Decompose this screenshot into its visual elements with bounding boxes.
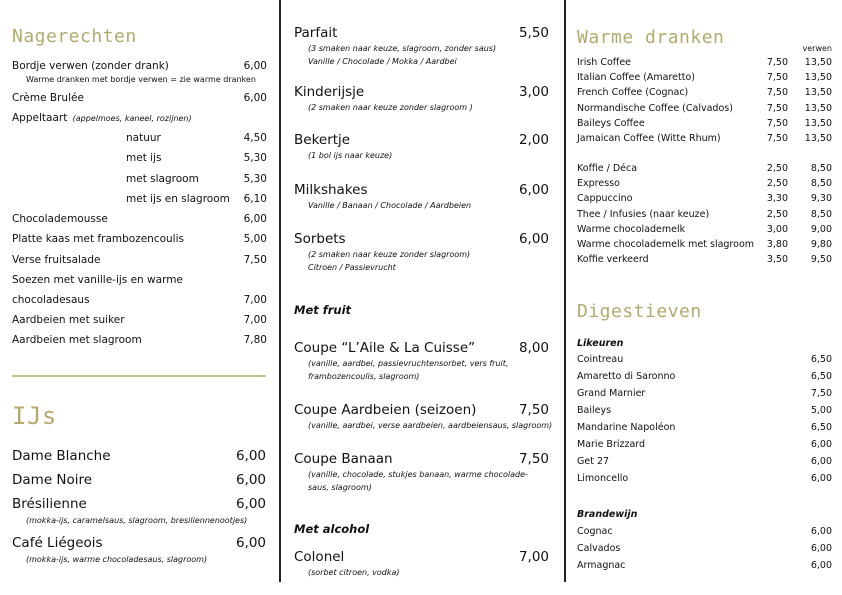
- item-label: Crème Brulée: [12, 92, 84, 104]
- item-price-verwen: 13,50: [804, 72, 832, 84]
- item-note: (2 smaken naar keuze zonder slagroom ): [308, 103, 473, 112]
- item-price-verwen: 8,50: [810, 208, 832, 220]
- item-price: 6,00: [810, 543, 832, 554]
- item-price: 5,50: [518, 25, 549, 41]
- menu-item-appeltaart: [12, 112, 267, 126]
- item-price: 6,00: [518, 231, 549, 247]
- warme-dranken-title: Warme dranken: [577, 27, 725, 48]
- item-note-2: saus, slagroom): [308, 483, 372, 492]
- drink-item: [577, 371, 832, 385]
- item-label: Verse fruitsalade: [12, 253, 101, 266]
- drink-item: [577, 239, 832, 253]
- item-price: 7,80: [243, 334, 267, 347]
- item-price: 7,50: [518, 402, 549, 418]
- item-label: Aardbeien met slagroom: [12, 334, 142, 347]
- menu-item: [12, 213, 267, 229]
- item-price: 5,00: [810, 405, 832, 416]
- drink-item: [577, 178, 832, 192]
- met-alcohol-heading: Met alcohol: [294, 522, 370, 536]
- item-label: Brésilienne: [12, 496, 87, 512]
- item-label: Limoncello: [577, 473, 629, 484]
- item-label: Grand Marnier: [577, 388, 646, 399]
- item-note: Warme dranken met bordje verwen = zie warme dranken: [26, 75, 256, 84]
- item-note-2: frambozencoulis, slagroom): [308, 372, 420, 381]
- drink-item: [577, 388, 832, 402]
- verwen-column-header: verwen: [802, 44, 832, 53]
- met-fruit-heading: Met fruit: [294, 303, 352, 317]
- menu-item: [12, 314, 267, 330]
- item-note: (vanille, chocolade, stukjes banaan, warme chocolade-: [308, 470, 528, 479]
- item-price: 5,30: [243, 172, 267, 185]
- appeltaart-option: [126, 193, 267, 209]
- menu-item-kinderijsje: [294, 84, 549, 100]
- item-price: 4,50: [243, 132, 267, 144]
- drink-item: [577, 224, 832, 238]
- item-label: Sorbets: [294, 231, 346, 247]
- item-note: (3 smaken naar keuze, slagroom, zonder saus): [308, 44, 497, 53]
- item-price: 6,00: [235, 472, 266, 488]
- ijs-item: [12, 496, 266, 512]
- menu-item: [12, 254, 267, 270]
- item-note: (mokka-ijs, caramelsaus, slagroom, bresiliennenootjes): [26, 516, 248, 525]
- item-price: 8,00: [518, 340, 549, 356]
- item-label: Thee / Infusies (naar keuze): [577, 208, 710, 220]
- right-column: [577, 0, 832, 595]
- item-label: Dame Noire: [12, 472, 93, 488]
- drink-item: [577, 103, 832, 117]
- drink-item: [577, 422, 832, 436]
- column-divider-right: [564, 0, 566, 582]
- item-price-verwen: 13,50: [804, 87, 832, 99]
- item-label: met slagroom: [126, 172, 199, 185]
- item-label: Parfait: [294, 25, 338, 41]
- item-price: 7,50: [766, 133, 788, 144]
- item-label: Warme chocolademelk: [577, 223, 686, 235]
- item-price: 6,00: [243, 213, 267, 225]
- item-label: Appeltaart: [12, 112, 68, 124]
- menu-item-soezen: [12, 274, 267, 304]
- drink-item: [577, 456, 832, 470]
- item-price: 6,50: [810, 422, 832, 433]
- item-price: 3,00: [766, 223, 788, 235]
- drink-item: [577, 193, 832, 207]
- item-price-verwen: 9,00: [810, 223, 832, 235]
- ijs-title: IJs: [12, 402, 57, 430]
- item-note: (2 smaken naar keuze zonder slagroom): [308, 250, 471, 259]
- item-label: Chocolademousse: [12, 213, 108, 225]
- menu-item-colonel: [294, 549, 549, 565]
- item-label: Platte kaas met frambozencoulis: [12, 233, 184, 246]
- item-label: met ijs: [126, 152, 162, 165]
- item-label: Baileys: [577, 405, 612, 416]
- item-label: Bekertje: [294, 132, 351, 148]
- item-label: Marie Brizzard: [577, 439, 646, 450]
- item-label: Cointreau: [577, 354, 624, 365]
- item-price-verwen: 13,50: [804, 117, 832, 129]
- nagerechten-title: Nagerechten: [12, 26, 137, 47]
- item-label: Baileys Coffee: [577, 117, 645, 129]
- item-label: Get 27: [577, 456, 610, 467]
- item-note-2: Citroen / Passievrucht: [308, 263, 396, 272]
- ijs-item: [12, 535, 266, 551]
- item-price: 3,00: [518, 84, 549, 100]
- item-label: Mandarine Napoléon: [577, 422, 676, 433]
- drink-item: [577, 133, 832, 147]
- item-label: Kinderijsje: [294, 84, 365, 100]
- item-price: 7,50: [766, 87, 788, 99]
- item-price: 7,50: [766, 57, 788, 68]
- menu-item: [12, 334, 267, 350]
- item-price: 6,00: [518, 182, 549, 198]
- likeuren-heading: Likeuren: [577, 338, 624, 349]
- item-price-verwen: 9,80: [810, 239, 832, 250]
- appeltaart-option: [126, 132, 267, 148]
- item-label: Café Liégeois: [12, 535, 103, 551]
- item-label: Aardbeien met suiker: [12, 314, 125, 326]
- item-label: Colonel: [294, 549, 345, 565]
- appeltaart-option: [126, 152, 267, 168]
- item-price: 6,00: [235, 448, 266, 464]
- item-label: Bordje verwen (zonder drank): [12, 60, 169, 72]
- item-label: French Coffee (Cognac): [577, 87, 689, 99]
- drink-item: [577, 473, 832, 487]
- item-label: Expresso: [577, 178, 620, 190]
- drink-item: [577, 118, 832, 132]
- item-label: Soezen met vanille-ijs en warme: [12, 274, 183, 286]
- menu-item-bordje: [12, 60, 267, 74]
- middle-column: [294, 0, 553, 595]
- drink-item: [577, 405, 832, 419]
- menu-item-coupe-aile: [294, 340, 549, 356]
- item-price: 7,00: [518, 549, 549, 565]
- menu-item-milkshakes: [294, 182, 549, 198]
- item-price: 6,00: [810, 560, 832, 571]
- item-note: Vanille / Banaan / Chocolade / Aardbeien: [308, 201, 472, 210]
- item-label: Warme chocolademelk met slagroom: [577, 239, 755, 250]
- item-price: 3,50: [766, 254, 788, 266]
- item-label: Dame Blanche: [12, 448, 111, 464]
- item-price: 2,00: [518, 132, 549, 148]
- item-price: 2,50: [766, 178, 788, 190]
- item-note: (1 bol ijs naar keuze): [308, 151, 393, 160]
- menu-item-sorbets: [294, 231, 549, 247]
- item-price-verwen: 9,50: [810, 254, 832, 266]
- item-note: (appelmoes, kaneel, rozijnen): [72, 114, 192, 123]
- item-label: Calvados: [577, 543, 621, 554]
- item-note: (vanille, aardbei, verse aardbeien, aardbeiensaus, slagroom): [308, 421, 553, 430]
- item-price: 7,00: [243, 314, 267, 326]
- item-price: 6,00: [243, 60, 267, 72]
- item-price: 6,00: [810, 473, 832, 484]
- menu-item-coupe-banaan: [294, 451, 549, 467]
- item-price: 7,50: [243, 253, 267, 266]
- item-label: Cappuccino: [577, 193, 633, 205]
- drink-item: [577, 57, 832, 71]
- item-price: 6,50: [810, 354, 832, 365]
- item-note-2: Vanille / Chocolade / Mokka / Aardbei: [308, 57, 457, 66]
- column-divider-left: [279, 0, 281, 582]
- item-label: Coupe “L’Aile & La Cuisse”: [294, 340, 476, 356]
- item-price: 6,00: [810, 456, 832, 467]
- item-price: 6,50: [810, 371, 832, 382]
- menu-item: [12, 233, 267, 249]
- item-price: 6,00: [235, 535, 266, 551]
- digestieven-title: Digestieven: [577, 301, 702, 322]
- item-price: 2,50: [766, 208, 788, 220]
- item-price: 7,00: [243, 294, 267, 306]
- item-price: 5,30: [243, 152, 267, 165]
- item-label: Cognac: [577, 526, 613, 537]
- menu-item-creme: [12, 92, 267, 106]
- drink-item: [577, 72, 832, 86]
- item-note: (sorbet citroen, vodka): [308, 568, 400, 577]
- item-price-verwen: 9,30: [810, 193, 832, 205]
- menu-item-coupe-aardbeien: [294, 402, 549, 418]
- item-note: (mokka-ijs, warme chocoladesaus, slagroom): [26, 555, 208, 564]
- item-price: 7,50: [518, 451, 549, 467]
- item-note: (vanille, aardbei, passievruchtensorbet, vers fruit,: [308, 359, 509, 368]
- item-label: Amaretto di Saronno: [577, 371, 676, 382]
- item-price: 7,50: [766, 117, 788, 129]
- item-price-verwen: 13,50: [804, 133, 832, 144]
- item-price: 5,00: [243, 233, 267, 246]
- drink-item: [577, 87, 832, 101]
- item-price-verwen: 13,50: [804, 102, 832, 114]
- item-price: 6,10: [243, 192, 267, 205]
- item-label: Irish Coffee: [577, 57, 632, 68]
- item-price: 2,50: [766, 163, 788, 174]
- drink-item: [577, 209, 832, 223]
- item-price: 6,00: [235, 496, 266, 512]
- item-label: Koffie verkeerd: [577, 254, 649, 266]
- drink-item: [577, 163, 832, 177]
- drink-item: [577, 354, 832, 368]
- drink-item: [577, 439, 832, 453]
- menu-item-bekertje: [294, 132, 549, 148]
- drink-item: [577, 560, 832, 574]
- item-label: Milkshakes: [294, 182, 368, 198]
- ijs-item: [12, 472, 266, 488]
- item-label: Coupe Aardbeien (seizoen): [294, 402, 477, 418]
- item-price: 7,50: [810, 388, 832, 399]
- item-label: Italian Coffee (Amaretto): [577, 72, 695, 84]
- drink-item: [577, 254, 832, 268]
- item-label: Armagnac: [577, 560, 626, 571]
- item-price: 6,00: [810, 439, 832, 450]
- item-label: Koffie / Déca: [577, 163, 638, 174]
- item-price-verwen: 8,50: [810, 163, 832, 174]
- item-label: Coupe Banaan: [294, 451, 393, 467]
- item-price: 7,50: [766, 102, 788, 114]
- brandewijn-heading: Brandewijn: [577, 509, 638, 520]
- drink-item: [577, 543, 832, 557]
- item-label: Jamaican Coffee (Witte Rhum): [577, 133, 721, 144]
- item-label: met ijs en slagroom: [126, 192, 230, 205]
- item-price: 6,00: [243, 92, 267, 104]
- item-label: Normandische Coffee (Calvados): [577, 102, 733, 114]
- ijs-item: [12, 448, 266, 464]
- item-price: 6,00: [810, 526, 832, 537]
- item-price: 3,80: [766, 239, 788, 250]
- appeltaart-option: [126, 173, 267, 189]
- left-column: [12, 0, 267, 595]
- menu-item-parfait: [294, 25, 549, 41]
- item-label: natuur: [126, 132, 161, 144]
- drink-item: [577, 526, 832, 540]
- section-divider: [12, 375, 266, 377]
- item-price: 3,30: [766, 193, 788, 205]
- item-price-verwen: 13,50: [804, 57, 832, 68]
- item-label-2: chocoladesaus: [12, 294, 90, 306]
- item-price: 7,50: [766, 72, 788, 84]
- item-price-verwen: 8,50: [810, 178, 832, 190]
